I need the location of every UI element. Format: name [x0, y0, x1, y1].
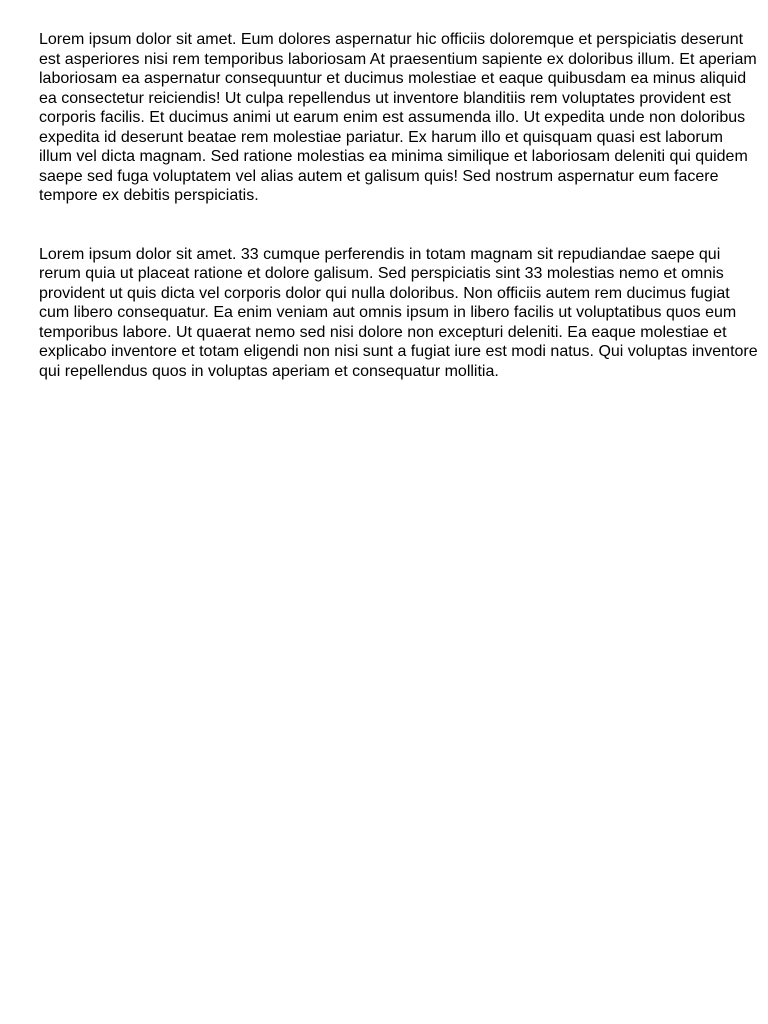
paragraph-1: Lorem ipsum dolor sit amet. Eum dolores aspernatur hic officiis doloremque et perspiciatis deserunt est asperiores nisi rem temporibus laboriosam At praesentium sapiente ex doloribus illum. Et aperiam laboriosam ea aspernatur consequuntur et ducimus molestiae et eaque quibusdam ea minus aliquid ea consectetur reiciendis! Ut culpa repellendus ut inventore blanditiis rem voluptates provident est corporis facilis. Et ducimus animi ut earum enim est assumenda illo. Ut expedita unde non doloribus expedita id deserunt beatae rem molestiae pariatur. Ex harum illo et quisquam quasi est laborum illum vel dicta magnam. Sed ratione molestias ea minima similique et laboriosam deleniti qui quidem saepe sed fuga voluptatem vel alias autem et galisum quis! Sed nostrum aspernatur eum facere tempore ex debitis perspiciatis.	[39, 31, 757, 204]
paragraph-2: Lorem ipsum dolor sit amet. 33 cumque perferendis in totam magnam sit repudiandae saepe qui rerum quia ut placeat ratione et dolore galisum. Sed perspiciatis sint 33 molestias nemo et omnis provident ut quis dicta vel corporis dolor qui nulla doloribus. Non officiis autem rem ducimus fugiat cum libero consequatur. Ea enim veniam aut omnis ipsum in libero facilis ut voluptatibus quos eum temporibus labore. Ut quaerat nemo sed nisi dolore non excepturi deleniti. Ea eaque molestiae et explicabo inventore et totam eligendi non nisi sunt a fugiat iure est modi natus. Qui voluptas inventore qui repellendus quos in voluptas aperiam et consequatur mollitia.	[39, 245, 758, 380]
